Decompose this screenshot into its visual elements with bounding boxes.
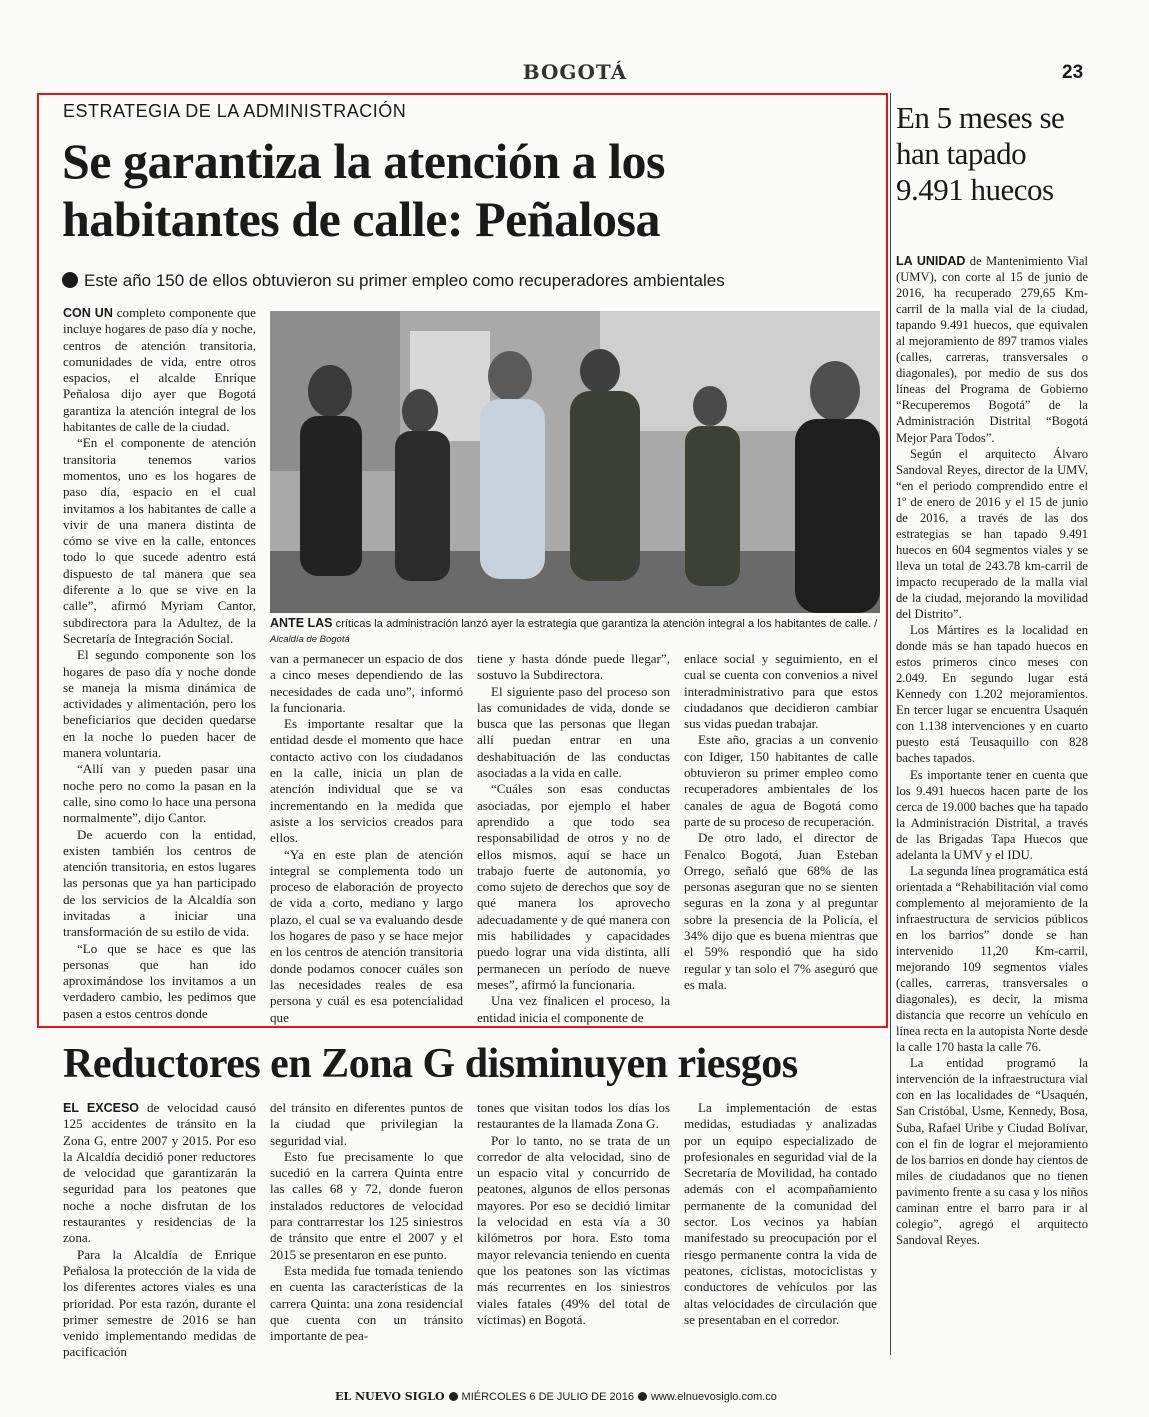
bottom-column-1 [63,1100,256,1361]
sidebar-divider [890,93,891,1355]
paragraph: De acuerdo con la entidad, existen también los centros de atención transitoria, en estos lugares las personas que ya han participado de los servicios de la Alcaldía son invitadas a iniciar una transformación de su estilo de vida. [63,826,256,940]
paragraph: Es importante tener en cuenta que los 9.491 huecos hacen parte de los cerca de 19.000 baches que ha tapado la Administración Distrital, a través de las Brigadas Tapa Huecos que adelanta la UMV y el IDU. [896,767,1088,862]
paragraph: tiene y hasta dónde puede llegar”, sostuvo la Subdirectora. [477,651,670,683]
paragraph: Esta medida fue tomada teniendo en cuenta las características de la carrera Quinta: una zona residencial que cuenta con un tránsito importante de pea- [270,1262,463,1344]
sidebar-body [896,253,1088,1248]
paragraph: “En el componente de atención transitoria tenemos varios momentos, uno es los hogares de paso día, espacio en el cual invitamos a los habitantes de calle a vivir de una manera distinta de cómo se vive en la calle, entonces todo lo que sucede adentro está dispuesto de tal manera que sea diferente a lo que se vive en la calle”, afirmó Myriam Cantor, subdirectora para la Adultez, de la Secretaría de Integración Social. [63,435,256,646]
photo-illustration [270,311,880,613]
lead-in: EL EXCESO [63,1101,140,1115]
article-kicker: ESTRATEGIA DE LA ADMINISTRACIÓN [63,101,407,121]
paragraph: Los Mártires es la localidad en donde más se han tapado huecos en estos primeros cinco meses con 2.049. En segundo lugar está Kennedy con 1.202 mejoramientos. En tercer lugar se encuentra Usaquén con 1.138 intervenciones y en cuarto puesto está Teusaquillo con 828 baches tapados. [896,623,1088,766]
lead-in: CON UN [63,306,113,320]
paragraph: Para la Alcaldía de Enrique Peñalosa la protección de la vida de los diferentes actores viales es una prioridad. Por esta razón, durante el primer semestre de 2016 se han venido implementando medidas de pacificación [63,1246,256,1360]
paragraph: De otro lado, el director de Fenalco Bogotá, Juan Esteban Orrego, señaló que 68% de las personas aseguran que no se sienten seguras en la zona y al preguntar sobre la presencia de la Policía, el 34% dijo que es buena mientras que el 59% respondió que ha sido regular y tan solo el 7% aseguró que es mala. [684,830,878,992]
article-subhead [62,271,882,291]
bottom-column-3 [477,1100,670,1328]
paragraph: Es importante resaltar que la entidad desde el momento que hace contacto activo con los ciudadanos en la calle, inicia un plan de atención individual que se va incrementando en la medida que asiste a los servicios creados para ellos. [270,716,463,846]
main-column-1 [63,305,256,1022]
paragraph: “Cuáles son esas conductas asociadas, por ejemplo el haber aprendido a que todo sea responsabilidad de otros y no de ellos mismos, aquí se hace un trabajo fuerte de autonomía, yo como sujeto de derechos que soy de qué manera los aprovecho adecuadamente y de qué manera con mis habilidades y capacidades puedo lograr una vida distinta, allí permanecen un período de nueve meses”, afirmó la funcionaria. [477,781,670,992]
paragraph: van a permanecer un espacio de dos a cinco meses dependiendo de las necesidades de cada uno”, informó la funcionaria. [270,651,463,715]
main-column-3 [477,651,670,1026]
paragraph: El siguiente paso del proceso son las comunidades de vida, donde se busca que las personas que llegan allí puedan entrar en una deshabituación de las conductas asociadas a la vida en calle. [477,683,670,781]
masthead: EL NUEVO SIGLO [335,1390,445,1403]
paragraph: CON UN completo componente que incluye hogares de paso día y noche, centros de atención transitoria, comunidades de vida, entre otros espacios, el alcalde Enrique Peñalosa dijo ayer que Bogotá garantiza la atención integral de los habitantes de calle de la ciudad. [63,305,256,435]
paragraph: Esto fue precisamente lo que sucedió en la carrera Quinta entre las calles 68 y 72, donde fueron instalados reductores de velocidad para contrarrestar los 125 siniestros de tránsito que entre el 2007 y el 2015 se presentaron en ese punto. [270,1148,463,1262]
paragraph: enlace social y seguimiento, en el cual se cuenta con convenios a nivel interadministrativo para que estos ciudadanos que decidieron cambiar sus vidas puedan trabajar. [684,651,878,732]
bottom-column-2 [270,1100,463,1344]
bullet-icon [638,1392,647,1401]
paragraph: EL EXCESO de velocidad causó 125 accidentes de tránsito en la Zona G, entre 2007 y 2015. Por eso la Alcaldía decidió poner reductores de velocidad que garantizarán la seguridad para los peatones que noche a noche disfrutan de los restaurantes y residencias de la zona. [63,1100,256,1246]
footer-date: MIÉRCOLES 6 DE JULIO DE 2016 [461,1391,634,1403]
footer-url: www.elnuevosiglo.com.co [650,1391,777,1403]
section-name: BOGOTÁ [522,60,628,84]
main-column-4 [684,651,878,993]
article-headline: Se garantiza la atención a los habitantes de calle: Peñalosa [62,133,666,247]
paragraph: Este año, gracias a un convenio con Idiger, 150 habitantes de calle obtuvieron su primer empleo como recuperadores ambientales de los canales de agua de Bogotá como parte de su proceso de recuperación. [684,732,878,829]
lead-in: LA UNIDAD [896,254,966,268]
page-number: 23 [1062,62,1084,83]
paragraph: El segundo componente son los hogares de paso día y noche donde se maneja la misma dinámica de actividades y alimentación, pero los beneficiarios que deciden quedarse en la noche lo pueden hacer de manera voluntaria. [63,647,256,761]
paragraph: La entidad programó la intervención de la infraestructura vial con en las localidades de “Usaquén, San Cristóbal, Usme, Kennedy, Bosa, Suba, Rafael Uribe y Ciudad Bolívar, con el fin de lograr el mejoramiento de los barrios en donde hay cientos de miles de ciudadanos que no tienen pavimento frente a su casa y los niños caminan entre el barro para ir al colegio”, agregó el arquitecto Sandoval Reyes. [896,1056,1088,1247]
paragraph: La segunda línea programática está orientada a “Rehabilitación vial como complemento al mejoramiento de la infraestructura de servicios públicos en los barrios” donde se han intervenido 11,20 Km-carril, mejorando 109 segmentos viales (calles, carreras, transversales o diagonales), es decir, la misma distancia que recorre un vehículo en línea recta en la autopista Norte desde la calle 170 hasta la calle 76. [896,863,1088,1055]
bullet-icon [62,272,78,288]
sidebar-headline: En 5 meses se han tapado 9.491 huecos [896,100,1065,207]
main-column-2 [270,651,463,1026]
bottom-headline: Reductores en Zona G disminuyen riesgos [63,1041,798,1087]
paragraph: “Lo que se hace es que las personas que han ido aproximándose los invitamos a un verdadero cambio, les pedimos que pasen a estos centros donde [63,940,256,1021]
news-photo [270,311,880,613]
paragraph: Por lo tanto, no se trata de un corredor de alta velocidad, sino de un espacio vital y concurrido de peatones, algunos de ellos personas mayores. Por eso se decidió limitar la velocidad en esta vía a 30 kilómetros por hora. Esto toma mayor relevancia teniendo en cuenta que los peatones son las víctimas más recurrentes en los siniestros viales fatales (49% del total de víctimas) en Bogotá. [477,1132,670,1327]
paragraph: LA UNIDAD de Mantenimiento Vial (UMV), con corte al 15 de junio de 2016, ha recuperado 279,65 Km-carril de la malla vial de la ciudad, tapando 9.491 huecos, que equivalen al mejoramiento de 897 tramos viales (calles, carreras, transversales o diagonales), por medio de sus dos líneas del Programa de Gobierno “Recuperemos Bogotá” de la Administración Distrital “Bogotá Mejor Para Todos”. [896,254,1088,445]
subhead-text: Este año 150 de ellos obtuvieron su primer empleo como recuperadores ambientales [84,271,725,290]
bottom-column-4 [684,1100,877,1328]
photo-caption: ANTE LAS críticas la administración lanzó ayer la estrategia que garantiza la atención integral a los habitantes de calle. / [270,616,878,630]
paragraph: “Ya en este plan de atención integral se complementa todo un proceso de elaboración de proyecto de vida a corto, mediano y largo plazo, el cual se va evaluando desde los hogares de paso y se hace mejor en los centros de atención transitoria donde podamos conocer cuáles son las necesidades reales de esa persona y cuál es esa potencialidad que [270,846,463,1025]
paragraph: Según el arquitecto Álvaro Sandoval Reyes, director de la UMV, “en el periodo comprendido entre el 1º de enero de 2016 y el 15 de junio de 2016, a través de las dos estrategias se han tapado 9.491 huecos en 604 segmentos viales y se lleva un total de 243.78 km-carril de impacto recuperado de la malla vial de la ciudad, mejorando la movilidad del Distrito”. [896,446,1088,622]
paragraph: “Allí van y pueden pasar una noche pero no como la pasan en la calle, sino como lo hace una persona normalmente”, dijo Cantor. [63,761,256,826]
photo-credit: Alcaldía de Bogotá [270,634,350,645]
paragraph: Una vez finalicen el proceso, la entidad inicia el componente de [477,993,670,1025]
bullet-icon [449,1392,458,1401]
paragraph: del tránsito en diferentes puntos de la ciudad que privilegian la seguridad vial. [270,1100,463,1148]
paragraph: La implementación de estas medidas, estudiadas y analizadas por un equipo especializado de profesionales en seguridad vial de la Secretaría de Movilidad, ha contado además con el acompañamiento permanente de la comunidad del sector. Los vecinos ya habían manifestado su preocupación por el riesgo permanente contra la vida de peatones, ciclistas, motociclistas y conductores de vehículos por las altas velocidades de circulación que se presentaban en el corredor. [684,1100,877,1327]
paragraph: tones que visitan todos los días los restaurantes de la llamada Zona G. [477,1100,670,1132]
page-footer [335,1390,855,1403]
